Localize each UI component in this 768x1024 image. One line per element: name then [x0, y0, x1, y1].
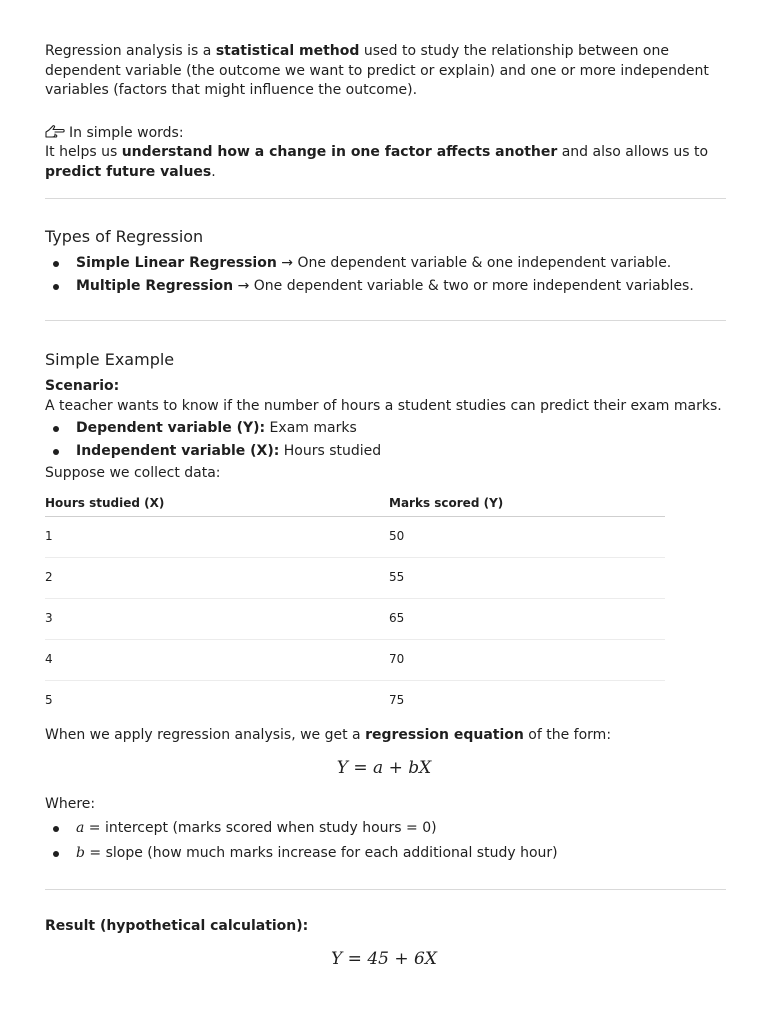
simple-words-bold-2: predict future values — [45, 163, 212, 180]
list-item-term: Multiple Regression — [76, 278, 234, 294]
list-item — [45, 254, 694, 277]
types-list — [45, 254, 694, 300]
equation-text: Y = a + bX — [336, 758, 432, 778]
table-cell: 65 — [389, 599, 665, 640]
table-cell: 2 — [45, 558, 389, 599]
simple-words-label — [45, 124, 724, 144]
table-cell: 75 — [389, 693, 405, 708]
pointing-hand-icon — [45, 125, 65, 139]
regression-equation — [0, 759, 768, 779]
section-divider — [45, 198, 726, 199]
list-item — [45, 819, 558, 842]
math-variable: a — [76, 820, 85, 836]
math-variable: b — [76, 845, 85, 861]
table-row — [45, 640, 665, 681]
simple-words-text: It helps us — [45, 144, 122, 160]
apply-text-2: of the form: — [523, 727, 612, 743]
collect-data-text: Suppose we collect data: — [45, 465, 221, 481]
list-item-term: Independent variable (X): — [76, 443, 280, 459]
list-item-desc: → One dependent variable & two or more independent variables. — [233, 278, 694, 294]
result-equation — [0, 950, 768, 970]
apply-regression-text — [45, 726, 611, 746]
intro-text: Regression analysis is a — [45, 43, 216, 59]
scenario-label-text: Scenario: — [45, 378, 120, 394]
list-item — [45, 442, 381, 465]
simple-words-label-text: In simple words: — [69, 124, 184, 141]
list-item-desc: Exam marks — [265, 420, 357, 436]
list-item-term: Simple Linear Regression — [76, 255, 277, 271]
table-row — [45, 517, 665, 558]
intro-bold-term: statistical method — [215, 43, 360, 59]
table-cell: 50 — [389, 517, 665, 558]
where-label: Where: — [45, 796, 96, 812]
scenario-text: A teacher wants to know if the number of hours a student studies can predict their exam marks. — [45, 398, 722, 414]
list-item-desc: = slope (how much marks increase for each additional study hour) — [84, 845, 558, 861]
simple-words-text-2: and also allows us to — [557, 144, 709, 160]
table-cell: 55 — [389, 558, 665, 599]
apply-bold-term: regression equation — [365, 727, 524, 743]
table-cell: 4 — [45, 640, 389, 681]
apply-text: When we apply regression analysis, we get a — [45, 727, 366, 743]
section-divider — [45, 889, 726, 890]
result-label — [45, 917, 308, 937]
list-item — [45, 844, 558, 867]
table-cell: 1 — [45, 517, 389, 558]
simple-words-text-3: . — [211, 163, 216, 180]
table-cell: 3 — [45, 599, 389, 640]
result-label-text: Result (hypothetical calculation): — [45, 918, 309, 934]
list-item-desc: → One dependent variable & one independent variable. — [276, 255, 672, 271]
table-header-row — [45, 491, 665, 517]
scenario-label — [45, 377, 119, 397]
table-cell: 5 — [45, 693, 53, 708]
where-list — [45, 819, 558, 867]
intro-text-continued: used to study the relationship between one dependent variable (the outcome we want to predict or explain) and one or more independent variables (factors that might influence the outcome). — [45, 43, 709, 98]
table-header-marks: Marks scored (Y) — [389, 491, 665, 517]
simple-words-paragraph — [45, 143, 725, 182]
section-divider — [45, 320, 726, 321]
list-item — [45, 277, 694, 300]
list-item — [45, 419, 381, 442]
table-row — [45, 681, 665, 722]
table-row — [45, 599, 665, 640]
list-item-desc: = intercept (marks scored when study hours = 0) — [84, 820, 437, 836]
table-cell: 70 — [389, 640, 665, 681]
types-heading: Types of Regression — [45, 227, 204, 246]
intro-paragraph — [45, 42, 725, 101]
table-row — [45, 558, 665, 599]
table-header-hours: Hours studied (X) — [45, 491, 389, 517]
list-item-desc: Hours studied — [279, 443, 382, 459]
data-table — [45, 491, 665, 721]
simple-words-bold-1: understand how a change in one factor affects another — [121, 144, 558, 160]
result-equation-text: Y = 45 + 6X — [331, 949, 437, 969]
list-item-term: Dependent variable (Y): — [76, 420, 266, 436]
variables-list — [45, 419, 381, 465]
example-heading: Simple Example — [45, 350, 175, 369]
